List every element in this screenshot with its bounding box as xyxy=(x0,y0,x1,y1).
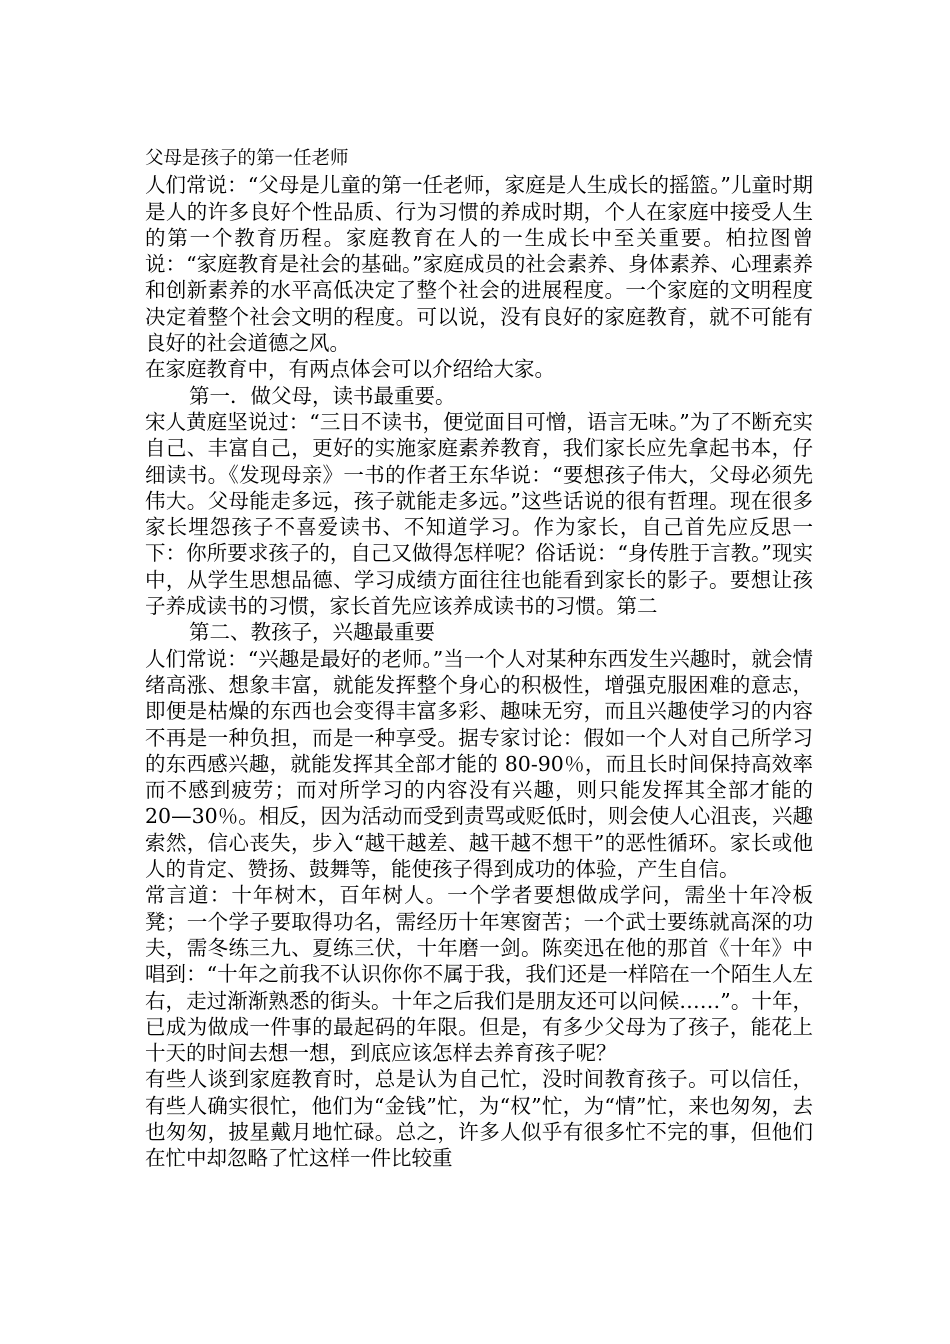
paragraph-reading: 宋人黄庭坚说过：“三日不读书，便觉面目可憎，语言无味。”为了不断充实自己、丰富自己，更好的实施家庭素养教育，我们家长应先拿起书本，仔细读书。《发现母亲》一书的作者王东华说：“要想孩子伟大，父母必须先伟大。父母能走多远，孩子就能走多远。”这些话说的很有哲理。现在很多家长埋怨孩子不喜爱读书、不知道学习。作为家长，自己首先应反思一下：你所要求孩子的，自己又做得怎样呢？俗话说：“身传胜于言教。”现实中，从学生思想品德、学习成绩方面往往也能看到家长的影子。要想让孩子养成读书的习惯，家长首先应该养成读书的习惯。第二 xyxy=(145,409,813,619)
document-title: 父母是孩子的第一任老师 xyxy=(145,148,349,169)
paragraph-ten-years: 常言道：十年树木，百年树人。一个学者要想做成学问，需坐十年冷板凳；一个学子要取得功名，需经历十年寒窗苦；一个武士要练就高深的功夫，需冬练三九、夏练三伏，十年磨一剑。陈奕迅在他的那首《十年》中唱到：“十年之前我不认识你你不属于我，我们还是一样陪在一个陌生人左右，走过渐渐熟悉的街头。十年之后我们是朋友还可以问候……”。十年，已成为做成一件事的最起码的年限。但是，有多少父母为了孩子，能花上十天的时间去想一想，到底应该怎样去养育孩子呢？ xyxy=(145,883,813,1066)
section-heading-first: 第一．做父母，读书最重要。 xyxy=(189,383,456,408)
section-heading-second: 第二、教孩子，兴趣最重要 xyxy=(189,620,435,645)
paragraph-intro: 人们常说：“父母是儿童的第一任老师，家庭是人生成长的摇篮。”儿童时期是人的许多良好个性品质、行为习惯的养成时期，个人在家庭中接受人生的第一个教育历程。家庭教育在人的一生成长中至关重要。柏拉图曾说：“家庭教育是社会的基础。”家庭成员的社会素养、身体素养、心理素养和创新素养的水平高低决定了整个社会的进展程度。一个家庭的文明程度决定着整个社会文明的程度。可以说，没有良好的家庭教育，就不可能有良好的社会道德之风。 xyxy=(145,173,813,356)
paragraph-busy: 有些人谈到家庭教育时，总是认为自己忙，没时间教育孩子。可以信任，有些人确实很忙，他们为“金钱”忙，为“权”忙，为“情”忙，来也匆匆，去也匆匆，披星戴月地忙碌。总之，许多人似乎有很多忙不完的事，但他们在忙中却忽略了忙这样一件比较重 xyxy=(145,1067,813,1171)
document-page xyxy=(145,146,813,1172)
paragraph-two-points: 在家庭教育中，有两点体会可以介绍给大家。 xyxy=(145,357,555,382)
paragraph-interest: 人们常说：“兴趣是最好的老师。”当一个人对某种东西发生兴趣时，就会情绪高涨、想象丰富，就能发挥整个身心的积极性，增强克服困难的意志，即便是枯燥的东西也会变得丰富多彩、趣味无穷，而且兴趣使学习的内容不再是一种负担，而是一种享受。据专家讨论：假如一个人对自己所学习的东西感兴趣，就能发挥其全部才能的 80-90％，而且长时间保持高效率而不感到疲劳；而对所学习的内容没有兴趣，则只能发挥其全部才能的 20—30％。相反，因为活动而受到责骂或贬低时，则会使人心沮丧，兴趣索然，信心丧失，步入“越干越差、越干越不想干”的恶性循环。家长或他人的肯定、赞扬、鼓舞等，能使孩子得到成功的体验，产生自信。 xyxy=(145,646,813,882)
